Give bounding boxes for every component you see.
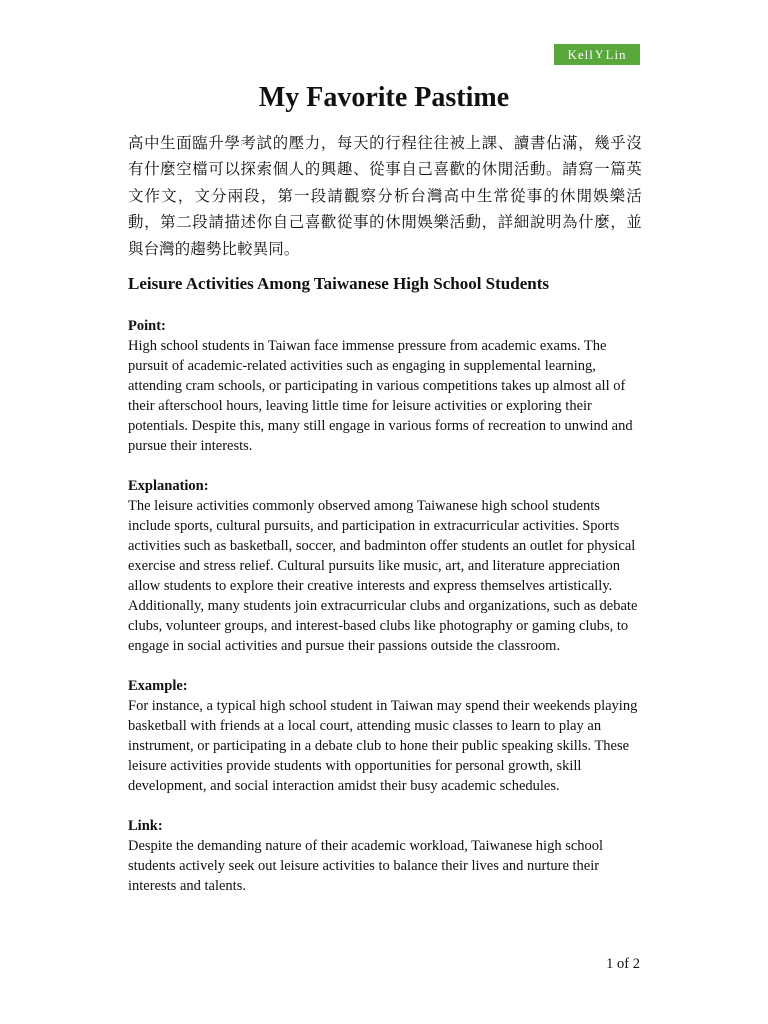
page-indicator: 1 of 2: [606, 956, 640, 972]
section-explanation: [128, 476, 642, 656]
section-example: [128, 676, 642, 796]
essay-title: Leisure Activities Among Taiwanese High School Students: [128, 274, 549, 293]
section-point: [128, 316, 642, 456]
logo-text-left: Kell: [567, 46, 594, 62]
section-text: For instance, a typical high school student in Taiwan may spend their weekends playing basketball with friends at a local court, attending music classes to learn to play an instrument, or participating in a debate club to hone their public speaking skills. These leisure activities provide students with opportunities for personal growth, skill development, and social interaction amidst their busy academic schedules.: [128, 698, 638, 794]
essay-body: [128, 316, 642, 916]
logo-text-right: Lin: [605, 46, 627, 62]
section-text: High school students in Taiwan face immense pressure from academic exams. The pursuit of academic-related activities such as engaging in supplemental learning, attending cram schools, or participating in various competitions takes up almost all of their afterschool hours, leaving little time for leisure activities or exploring their potentials. Despite this, many still engage in various forms of recreation to unwind and pursue their interests.: [128, 338, 633, 454]
page-title: My Favorite Pastime: [258, 82, 510, 113]
section-text: The leisure activities commonly observed among Taiwanese high school students include sports, cultural pursuits, and participation in extracurricular activities. Sports activities such as basketball, soccer, and badminton offer students an outlet for physical exercise and stress relief. Cultural pursuits like music, art, and literature appreciation allow students to explore their creative interests and express themselves artistically. Additionally, many students join extracurricular clubs and organizations, such as debate clubs, volunteer groups, and interest-based clubs like photography or gaming clubs, to engage in social activities and pursue their passions outside the classroom.: [128, 498, 638, 654]
chinese-prompt: 高中生面臨升學考試的壓力，每天的行程往往被上課、讀書佔滿，幾乎沒有什麼空檔可以探索個人的興趣、從事自己喜歡的休閒活動。請寫一篇英文作文，文分兩段，第一段請觀察分析台灣高中生常從事的休閒娛樂活動，第二段請描述你自己喜歡從事的休閒娛樂活動，詳細說明為什麼，並與台灣的趨勢比較異同。: [128, 134, 642, 258]
section-heading: Link:: [128, 818, 163, 834]
brand-logo: [554, 44, 640, 65]
section-heading: Point:: [128, 318, 166, 334]
section-link: [128, 816, 642, 896]
section-heading: Example:: [128, 678, 188, 694]
logo-leaf-glyph: Y: [594, 47, 605, 61]
section-text: Despite the demanding nature of their academic workload, Taiwanese high school students actively seek out leisure activities to balance their lives and nurture their interests and talents.: [128, 838, 604, 894]
section-heading: Explanation:: [128, 478, 209, 494]
